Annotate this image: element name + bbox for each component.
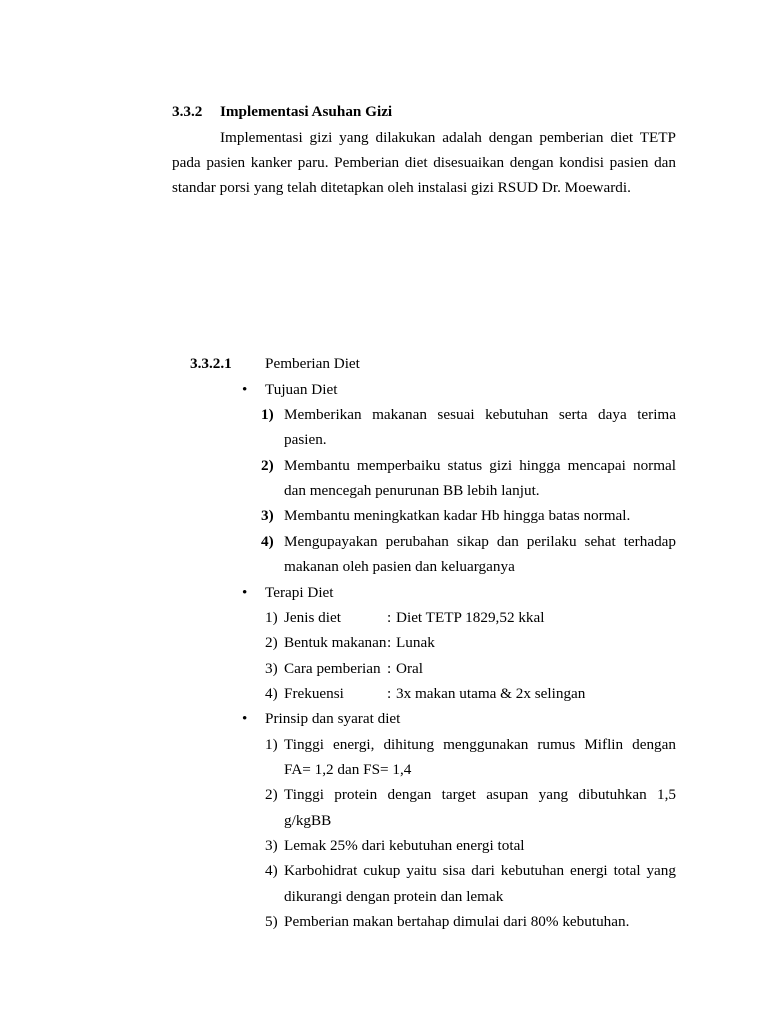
item-marker: 3)	[265, 659, 278, 677]
item-marker: 4)	[261, 532, 274, 550]
item-marker: 1)	[261, 406, 274, 424]
paragraph-line-text: pada pasien kanker paru. Pemberian diet disesuaikan dengan kondisi pasien dan	[172, 154, 676, 172]
item-marker: 2)	[265, 634, 278, 652]
list-item-continuation	[0, 554, 768, 579]
bullet-marker: •	[242, 710, 248, 728]
terapi-row	[0, 681, 768, 706]
list-item-continuation	[0, 884, 768, 909]
section-implementasi-asuhan-gizi	[0, 99, 768, 200]
item-text-line: pasien.	[284, 431, 327, 449]
item-marker: 2)	[265, 786, 278, 804]
list-item-continuation	[0, 757, 768, 782]
bullet-heading: Terapi Diet	[265, 583, 334, 601]
terapi-separator: :	[387, 684, 392, 702]
subsection-pemberian-diet	[0, 351, 768, 934]
bullet-marker: •	[242, 583, 248, 601]
item-text-line: FA= 1,2 dan FS= 1,4	[284, 761, 412, 779]
subsection-number: 3.3.2.1	[190, 355, 232, 373]
item-text-line: dan mencegah penurunan BB lebih lanjut.	[284, 482, 540, 500]
item-text-line: Tinggi energi, dihitung menggunakan rumus Miflin dengan	[284, 735, 676, 753]
list-item-continuation	[0, 427, 768, 452]
item-marker: 4)	[265, 684, 278, 702]
terapi-label: Frekuensi	[284, 684, 344, 702]
item-text-line: Karbohidrat cukup yaitu sisa dari kebutuhan energi total yang	[284, 862, 676, 880]
list-item	[0, 503, 768, 528]
terapi-value: Oral	[396, 659, 423, 677]
bullet-item-prinsip-syarat-diet	[0, 706, 768, 731]
bullet-marker: •	[242, 380, 248, 398]
item-marker: 4)	[265, 862, 278, 880]
paragraph-line-text: Implementasi gizi yang dilakukan adalah dengan pemberian diet TETP	[220, 128, 676, 146]
terapi-separator: :	[387, 634, 392, 652]
subsection-heading	[0, 351, 768, 376]
list-item-continuation	[0, 478, 768, 503]
item-marker: 2)	[261, 456, 274, 474]
bullet-item-terapi-diet	[0, 580, 768, 605]
list-item-continuation	[0, 808, 768, 833]
terapi-label: Cara pemberian	[284, 659, 381, 677]
item-text-line: Membantu memperbaiku status gizi hingga mencapai normal	[284, 456, 676, 474]
item-text-line: dikurangi dengan protein dan lemak	[284, 887, 504, 905]
terapi-value: 3x makan utama & 2x selingan	[396, 684, 586, 702]
item-marker: 5)	[265, 913, 278, 931]
item-text-line: Tinggi protein dengan target asupan yang dibutuhkan 1,5	[284, 786, 676, 804]
item-marker: 3)	[261, 507, 274, 525]
bullet-heading: Tujuan Diet	[265, 380, 338, 398]
terapi-label: Jenis diet	[284, 608, 341, 626]
bullet-heading: Prinsip dan syarat diet	[265, 710, 401, 728]
terapi-value: Diet TETP 1829,52 kkal	[396, 608, 545, 626]
item-marker: 1)	[265, 608, 278, 626]
section-number: 3.3.2	[172, 103, 203, 121]
terapi-separator: :	[387, 608, 392, 626]
paragraph-line	[0, 175, 768, 200]
item-text-line: g/kgBB	[284, 811, 332, 829]
terapi-row	[0, 605, 768, 630]
bullet-item-tujuan-diet	[0, 377, 768, 402]
item-text-line: makanan oleh pasien dan keluarganya	[284, 558, 515, 576]
subsection-title: Pemberian Diet	[265, 355, 360, 373]
list-item	[0, 858, 768, 883]
terapi-row	[0, 656, 768, 681]
list-item	[0, 782, 768, 807]
paragraph-line	[0, 150, 768, 175]
list-item	[0, 833, 768, 858]
terapi-row	[0, 630, 768, 655]
section-title: Implementasi Asuhan Gizi	[220, 103, 393, 121]
item-text-line: Pemberian makan bertahap dimulai dari 80% kebutuhan.	[284, 913, 630, 931]
list-item	[0, 453, 768, 478]
list-item	[0, 732, 768, 757]
item-text-line: Memberikan makanan sesuai kebutuhan serta daya terima	[284, 406, 676, 424]
terapi-separator: :	[387, 659, 392, 677]
item-marker: 3)	[265, 837, 278, 855]
terapi-value: Lunak	[396, 634, 435, 652]
paragraph-line	[0, 125, 768, 150]
item-text-line: Mengupayakan perubahan sikap dan perilaku sehat terhadap	[284, 532, 676, 550]
list-item	[0, 529, 768, 554]
list-item	[0, 402, 768, 427]
item-text-line: Lemak 25% dari kebutuhan energi total	[284, 837, 525, 855]
item-text-line: Membantu meningkatkan kadar Hb hingga batas normal.	[284, 507, 631, 525]
paragraph-line-text: standar porsi yang telah ditetapkan oleh instalasi gizi RSUD Dr. Moewardi.	[172, 179, 631, 197]
section-heading	[0, 99, 768, 124]
list-item	[0, 909, 768, 934]
item-marker: 1)	[265, 735, 278, 753]
terapi-label: Bentuk makanan	[284, 634, 387, 652]
